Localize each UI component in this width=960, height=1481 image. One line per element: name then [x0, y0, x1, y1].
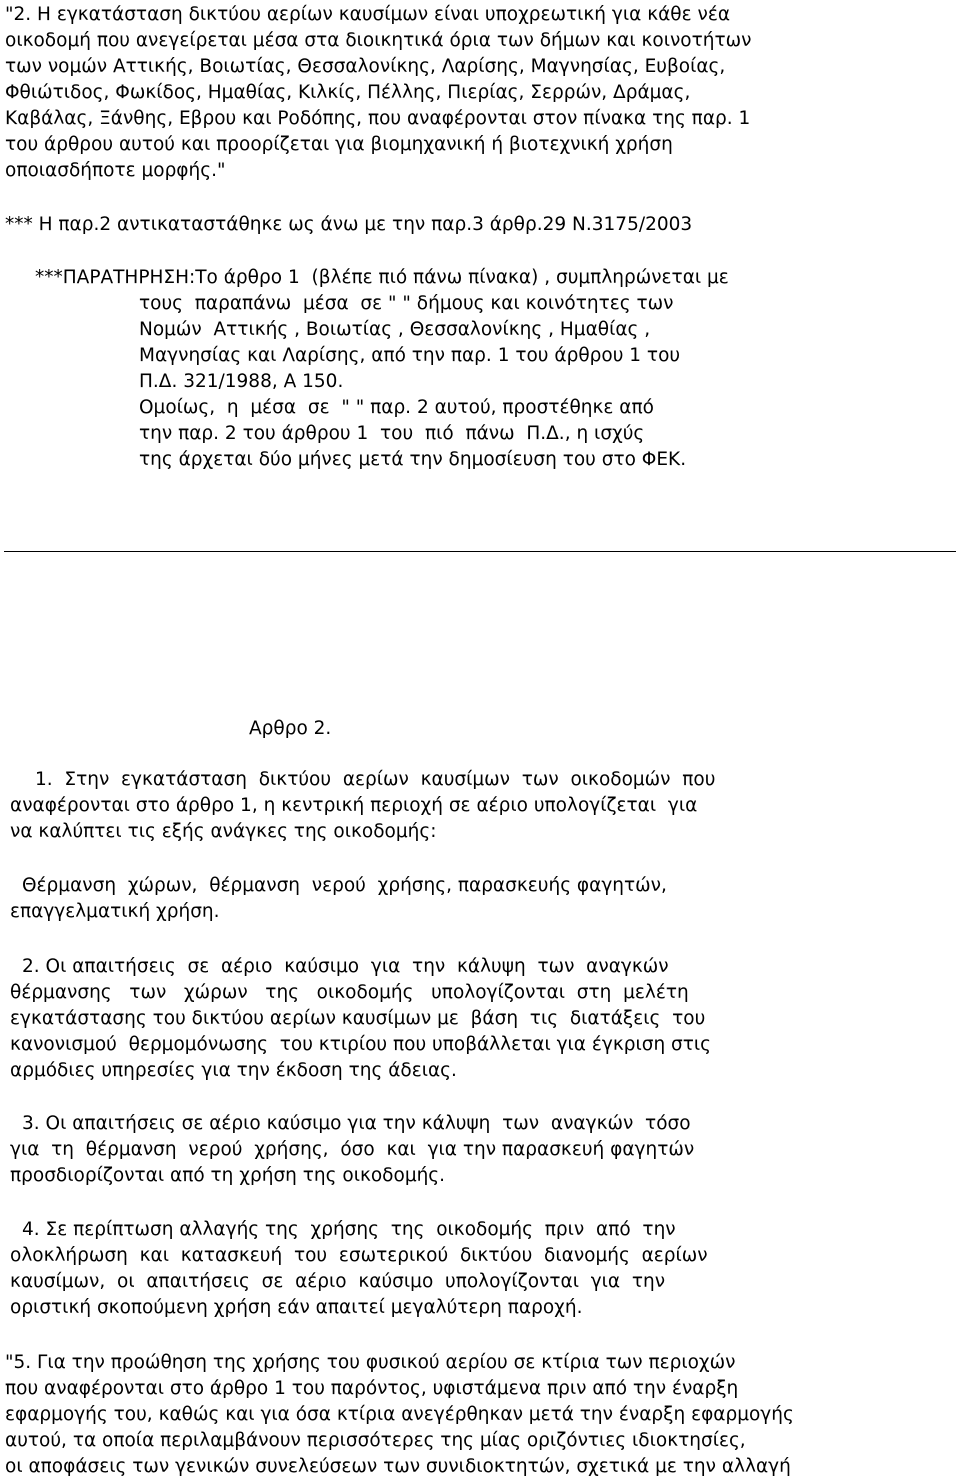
- text-line: οποιασδήποτε μορφής.": [5, 160, 226, 181]
- article-2-para-4-line: 4. Σε περίπτωση αλλαγής της χρήσης της οικοδομής πριν από την: [22, 1219, 676, 1240]
- text-line: των νομών Αττικής, Βοιωτίας, Θεσσαλονίκης, Λαρίσης, Μαγνησίας, Ευβοίας,: [5, 56, 726, 77]
- article-2-para-1-line: 1. Στην εγκατάσταση δικτύου αερίων καυσίμων των οικοδομών που: [35, 769, 716, 790]
- article-2-para-3-line: 3. Οι απαιτήσεις σε αέριο καύσιμο για την κάλυψη των αναγκών τόσο: [22, 1113, 691, 1134]
- text-line: Φθιώτιδος, Φωκίδος, Ημαθίας, Κιλκίς, Πέλλης, Πιερίας, Σερρών, Δράμας,: [5, 82, 691, 103]
- remark-note-line: ***ΠΑΡΑΤΗΡΗΣΗ:Το άρθρο 1 (βλέπε πιό πάνω πίνακα) , συμπληρώνεται με: [35, 267, 729, 288]
- article-2-para-3-line: προσδιορίζονται από τη χρήση της οικοδομής.: [10, 1165, 446, 1186]
- article-2-para-5-line: οι αποφάσεις των γενικών συνελεύσεων των συνιδιοκτητών, σχετικά με την αλλαγή: [5, 1456, 791, 1477]
- remark-note-line: Μαγνησίας και Λαρίσης, από την παρ. 1 του άρθρου 1 του: [139, 345, 681, 366]
- text-line: "2. Η εγκατάσταση δικτύου αερίων καυσίμων είναι υποχρεωτική για κάθε νέα: [5, 4, 731, 25]
- remark-note-line: της άρχεται δύο μήνες μετά την δημοσίευση του στο ΦΕΚ.: [139, 449, 687, 470]
- text-line: οικοδομή που ανεγείρεται μέσα στα διοικητικά όρια των δήμων και κοινοτήτων: [5, 30, 752, 51]
- remark-note-line: Ομοίως, η μέσα σε " " παρ. 2 αυτού, προστέθηκε από: [139, 397, 654, 418]
- amendment-note: *** Η παρ.2 αντικαταστάθηκε ως άνω με την παρ.3 άρθρ.29 Ν.3175/2003: [5, 214, 693, 235]
- remark-note-line: τους παραπάνω μέσα σε " " δήμους και κοινότητες των: [139, 293, 674, 314]
- article-2-para-3-line: για τη θέρμανση νερού χρήσης, όσο και για την παρασκευή φαγητών: [10, 1139, 695, 1160]
- article-heading: Αρθρο 2.: [249, 718, 332, 739]
- remark-note-line: την παρ. 2 του άρθρου 1 του πιό πάνω Π.Δ., η ισχύς: [139, 423, 645, 444]
- article-2-para-2-line: εγκατάστασης του δικτύου αερίων καυσίμων με βάση τις διατάξεις του: [10, 1008, 706, 1029]
- needs-line: Θέρμανση χώρων, θέρμανση νερού χρήσης, παρασκευής φαγητών,: [22, 875, 667, 896]
- article-2-para-5-line: "5. Για την προώθηση της χρήσης του φυσικού αερίου σε κτίρια των περιοχών: [5, 1352, 736, 1373]
- text-line: Καβάλας, Ξάνθης, Εβρου και Ροδόπης, που αναφέρονται στον πίνακα της παρ. 1: [5, 108, 751, 129]
- text-line: του άρθρου αυτού και προορίζεται για βιομηχανική ή βιοτεχνική χρήση: [5, 134, 673, 155]
- article-2-para-2-line: θέρμανσης των χώρων της οικοδομής υπολογίζονται στη μελέτη: [10, 982, 689, 1003]
- remark-note-line: Π.Δ. 321/1988, Α 150.: [139, 371, 344, 392]
- article-2-para-1-line: αναφέρονται στο άρθρο 1, η κεντρική περιοχή σε αέριο υπολογίζεται για: [10, 795, 698, 816]
- needs-line: επαγγελματική χρήση.: [10, 901, 220, 922]
- article-2-para-2-line: κανονισμού θερμομόνωσης του κτιρίου που υποβάλλεται για έγκριση στις: [10, 1034, 712, 1055]
- article-2-para-2-line: αρμόδιες υπηρεσίες για την έκδοση της άδειας.: [10, 1060, 457, 1081]
- article-2-para-4-line: καυσίμων, οι απαιτήσεις σε αέριο καύσιμο υπολογίζονται για την: [10, 1271, 666, 1292]
- article-2-para-4-line: ολοκλήρωση και κατασκευή του εσωτερικού δικτύου διανομής αερίων: [10, 1245, 708, 1266]
- article-2-para-2-line: 2. Οι απαιτήσεις σε αέριο καύσιμο για την κάλυψη των αναγκών: [22, 956, 669, 977]
- article-2-para-5-line: εφαρμογής του, καθώς και για όσα κτίρια ανεγέρθηκαν μετά την έναρξη εφαρμογής: [5, 1404, 794, 1425]
- article-2-para-4-line: οριστική σκοπούμενη χρήση εάν απαιτεί μεγαλύτερη παροχή.: [10, 1297, 583, 1318]
- article-2-para-5-line: αυτού, τα οποία περιλαμβάνουν περισσότερες της μίας οριζόντιες ιδιοκτησίες,: [5, 1430, 746, 1451]
- article-2-para-1-line: να καλύπτει τις εξής ανάγκες της οικοδομής:: [10, 821, 437, 842]
- separator-rule: [4, 551, 956, 552]
- article-2-para-5-line: που αναφέρονται στο άρθρο 1 του παρόντος, υφιστάμενα πριν από την έναρξη: [5, 1378, 739, 1399]
- remark-note-line: Νομών Αττικής , Βοιωτίας , Θεσσαλονίκης , Ημαθίας ,: [139, 319, 651, 340]
